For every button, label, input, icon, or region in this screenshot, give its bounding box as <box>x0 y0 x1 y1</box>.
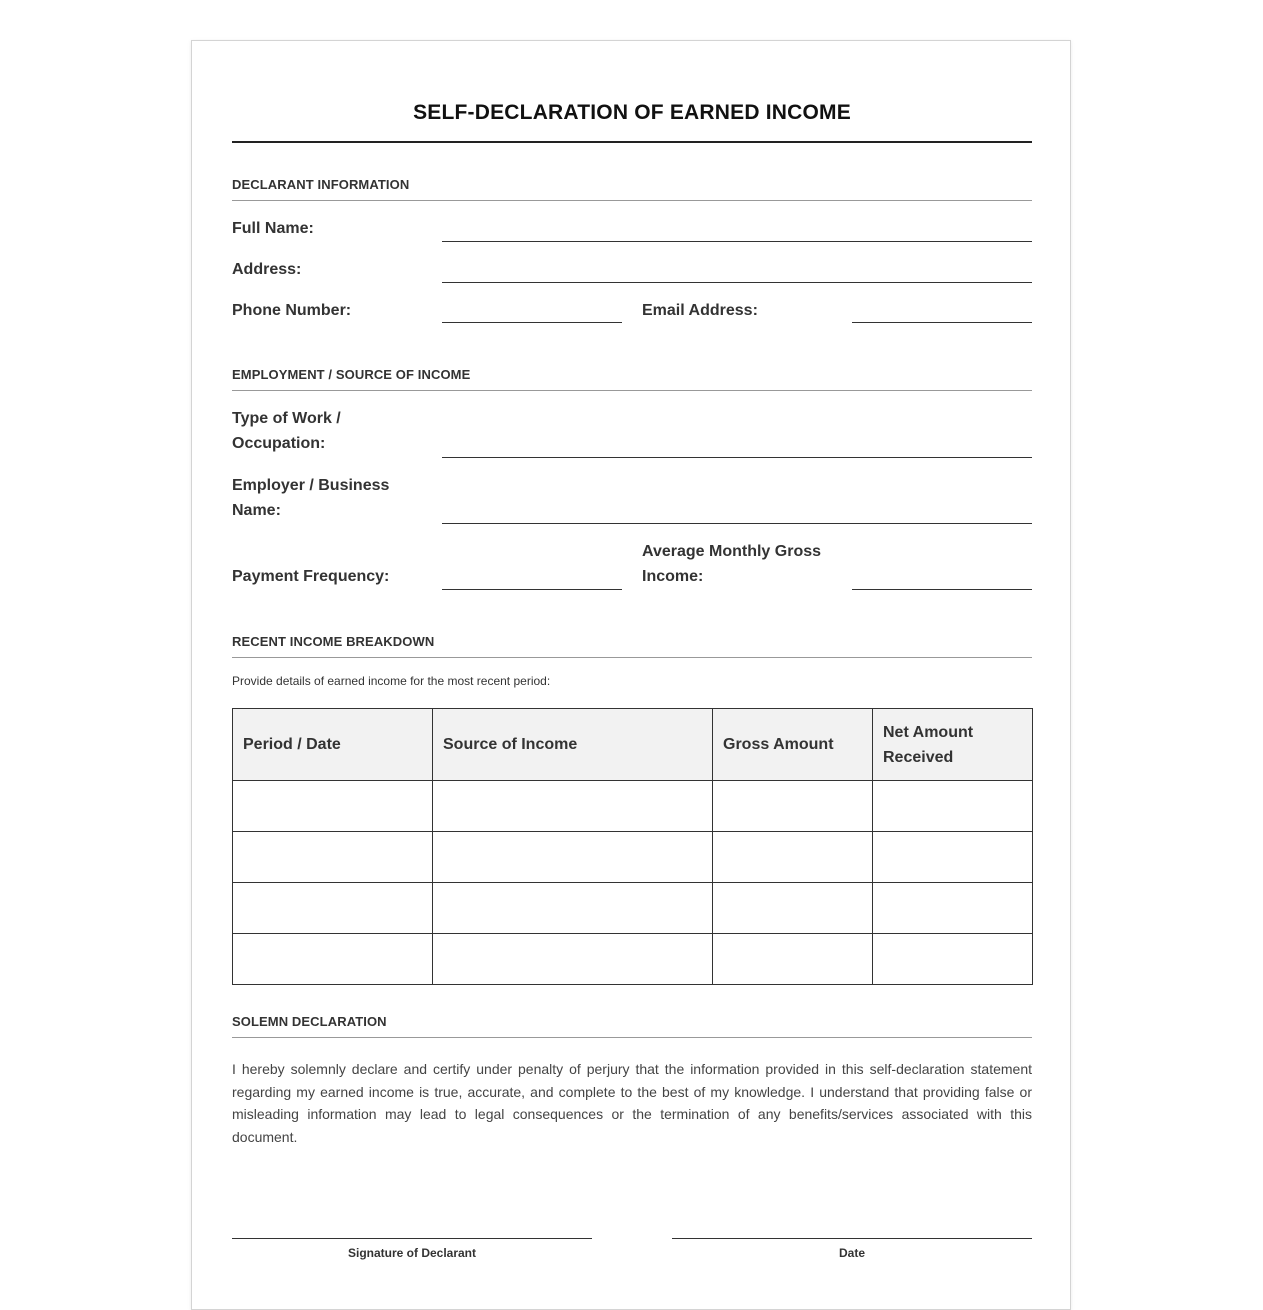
address-label: Address: <box>232 261 302 278</box>
avg-income-label-line2: Income: <box>642 568 704 585</box>
table-row <box>233 832 1033 883</box>
avg-income-label-line1: Average Monthly Gross <box>642 543 822 560</box>
title-divider <box>232 141 1032 143</box>
full-name-field[interactable] <box>442 241 1032 242</box>
employer-label-line2: Name: <box>232 502 281 519</box>
email-field[interactable] <box>852 322 1032 323</box>
declaration-statement: I hereby solemnly declare and certify under penalty of perjury that the information provided in this self-declaration statement regarding my earned income is true, accurate, and complete to the best of my knowledge. I understand that providing false or misleading information may lead to legal consequences or the termination of any benefits/services associated with this document. <box>232 1061 1032 1145</box>
table-cell-source[interactable] <box>433 832 713 883</box>
employer-label-line1: Employer / Business <box>232 477 390 494</box>
table-cell-net[interactable] <box>873 934 1033 985</box>
employer-label <box>232 473 389 523</box>
phone-field[interactable] <box>442 322 622 323</box>
section-heading-employment: EMPLOYMENT / SOURCE OF INCOME <box>232 367 471 382</box>
table-cell-source[interactable] <box>433 934 713 985</box>
occupation-label <box>232 406 341 456</box>
signature-caption: Signature of Declarant <box>347 1246 477 1260</box>
table-row <box>233 934 1033 985</box>
section-divider-employment <box>232 390 1032 391</box>
email-label: Email Address: <box>642 302 758 319</box>
occupation-field[interactable] <box>442 457 1032 458</box>
table-header-row <box>233 709 1033 781</box>
avg-income-label <box>642 539 821 589</box>
form-page <box>191 40 1071 1310</box>
section-heading-declaration: SOLEMN DECLARATION <box>232 1014 387 1029</box>
table-cell-period[interactable] <box>233 781 433 832</box>
section-divider-declaration <box>232 1037 1032 1038</box>
table-cell-period[interactable] <box>233 832 433 883</box>
table-cell-source[interactable] <box>433 883 713 934</box>
phone-label: Phone Number: <box>232 302 352 319</box>
table-row <box>233 883 1033 934</box>
avg-income-field[interactable] <box>852 589 1032 590</box>
date-caption: Date <box>838 1246 865 1260</box>
table-cell-gross[interactable] <box>713 781 873 832</box>
table-cell-gross[interactable] <box>713 883 873 934</box>
occupation-label-line2: Occupation: <box>232 435 326 452</box>
table-cell-source[interactable] <box>433 781 713 832</box>
column-header-source: Source of Income <box>433 709 713 781</box>
column-header-gross: Gross Amount <box>713 709 873 781</box>
address-field[interactable] <box>442 282 1032 283</box>
table-cell-net[interactable] <box>873 883 1033 934</box>
payment-frequency-label: Payment Frequency: <box>232 568 390 585</box>
full-name-label: Full Name: <box>232 220 314 237</box>
table-cell-net[interactable] <box>873 832 1033 883</box>
payment-frequency-field[interactable] <box>442 589 622 590</box>
column-header-period: Period / Date <box>233 709 433 781</box>
occupation-label-line1: Type of Work / <box>232 410 341 427</box>
column-header-net: Net Amount Received <box>873 709 1033 781</box>
section-heading-breakdown: RECENT INCOME BREAKDOWN <box>232 634 435 649</box>
table-cell-gross[interactable] <box>713 832 873 883</box>
employer-field[interactable] <box>442 523 1032 524</box>
form-title: SELF-DECLARATION OF EARNED INCOME <box>413 101 851 124</box>
signature-field[interactable] <box>232 1238 592 1239</box>
breakdown-instructions: Provide details of earned income for the most recent period: <box>232 674 551 688</box>
table-row <box>233 781 1033 832</box>
date-field[interactable] <box>672 1238 1032 1239</box>
table-cell-period[interactable] <box>233 883 433 934</box>
table-cell-period[interactable] <box>233 934 433 985</box>
table-cell-net[interactable] <box>873 781 1033 832</box>
section-divider-declarant <box>232 200 1032 201</box>
table-cell-gross[interactable] <box>713 934 873 985</box>
income-breakdown-table <box>232 708 1033 985</box>
section-heading-declarant: DECLARANT INFORMATION <box>232 177 410 192</box>
section-divider-breakdown <box>232 657 1032 658</box>
